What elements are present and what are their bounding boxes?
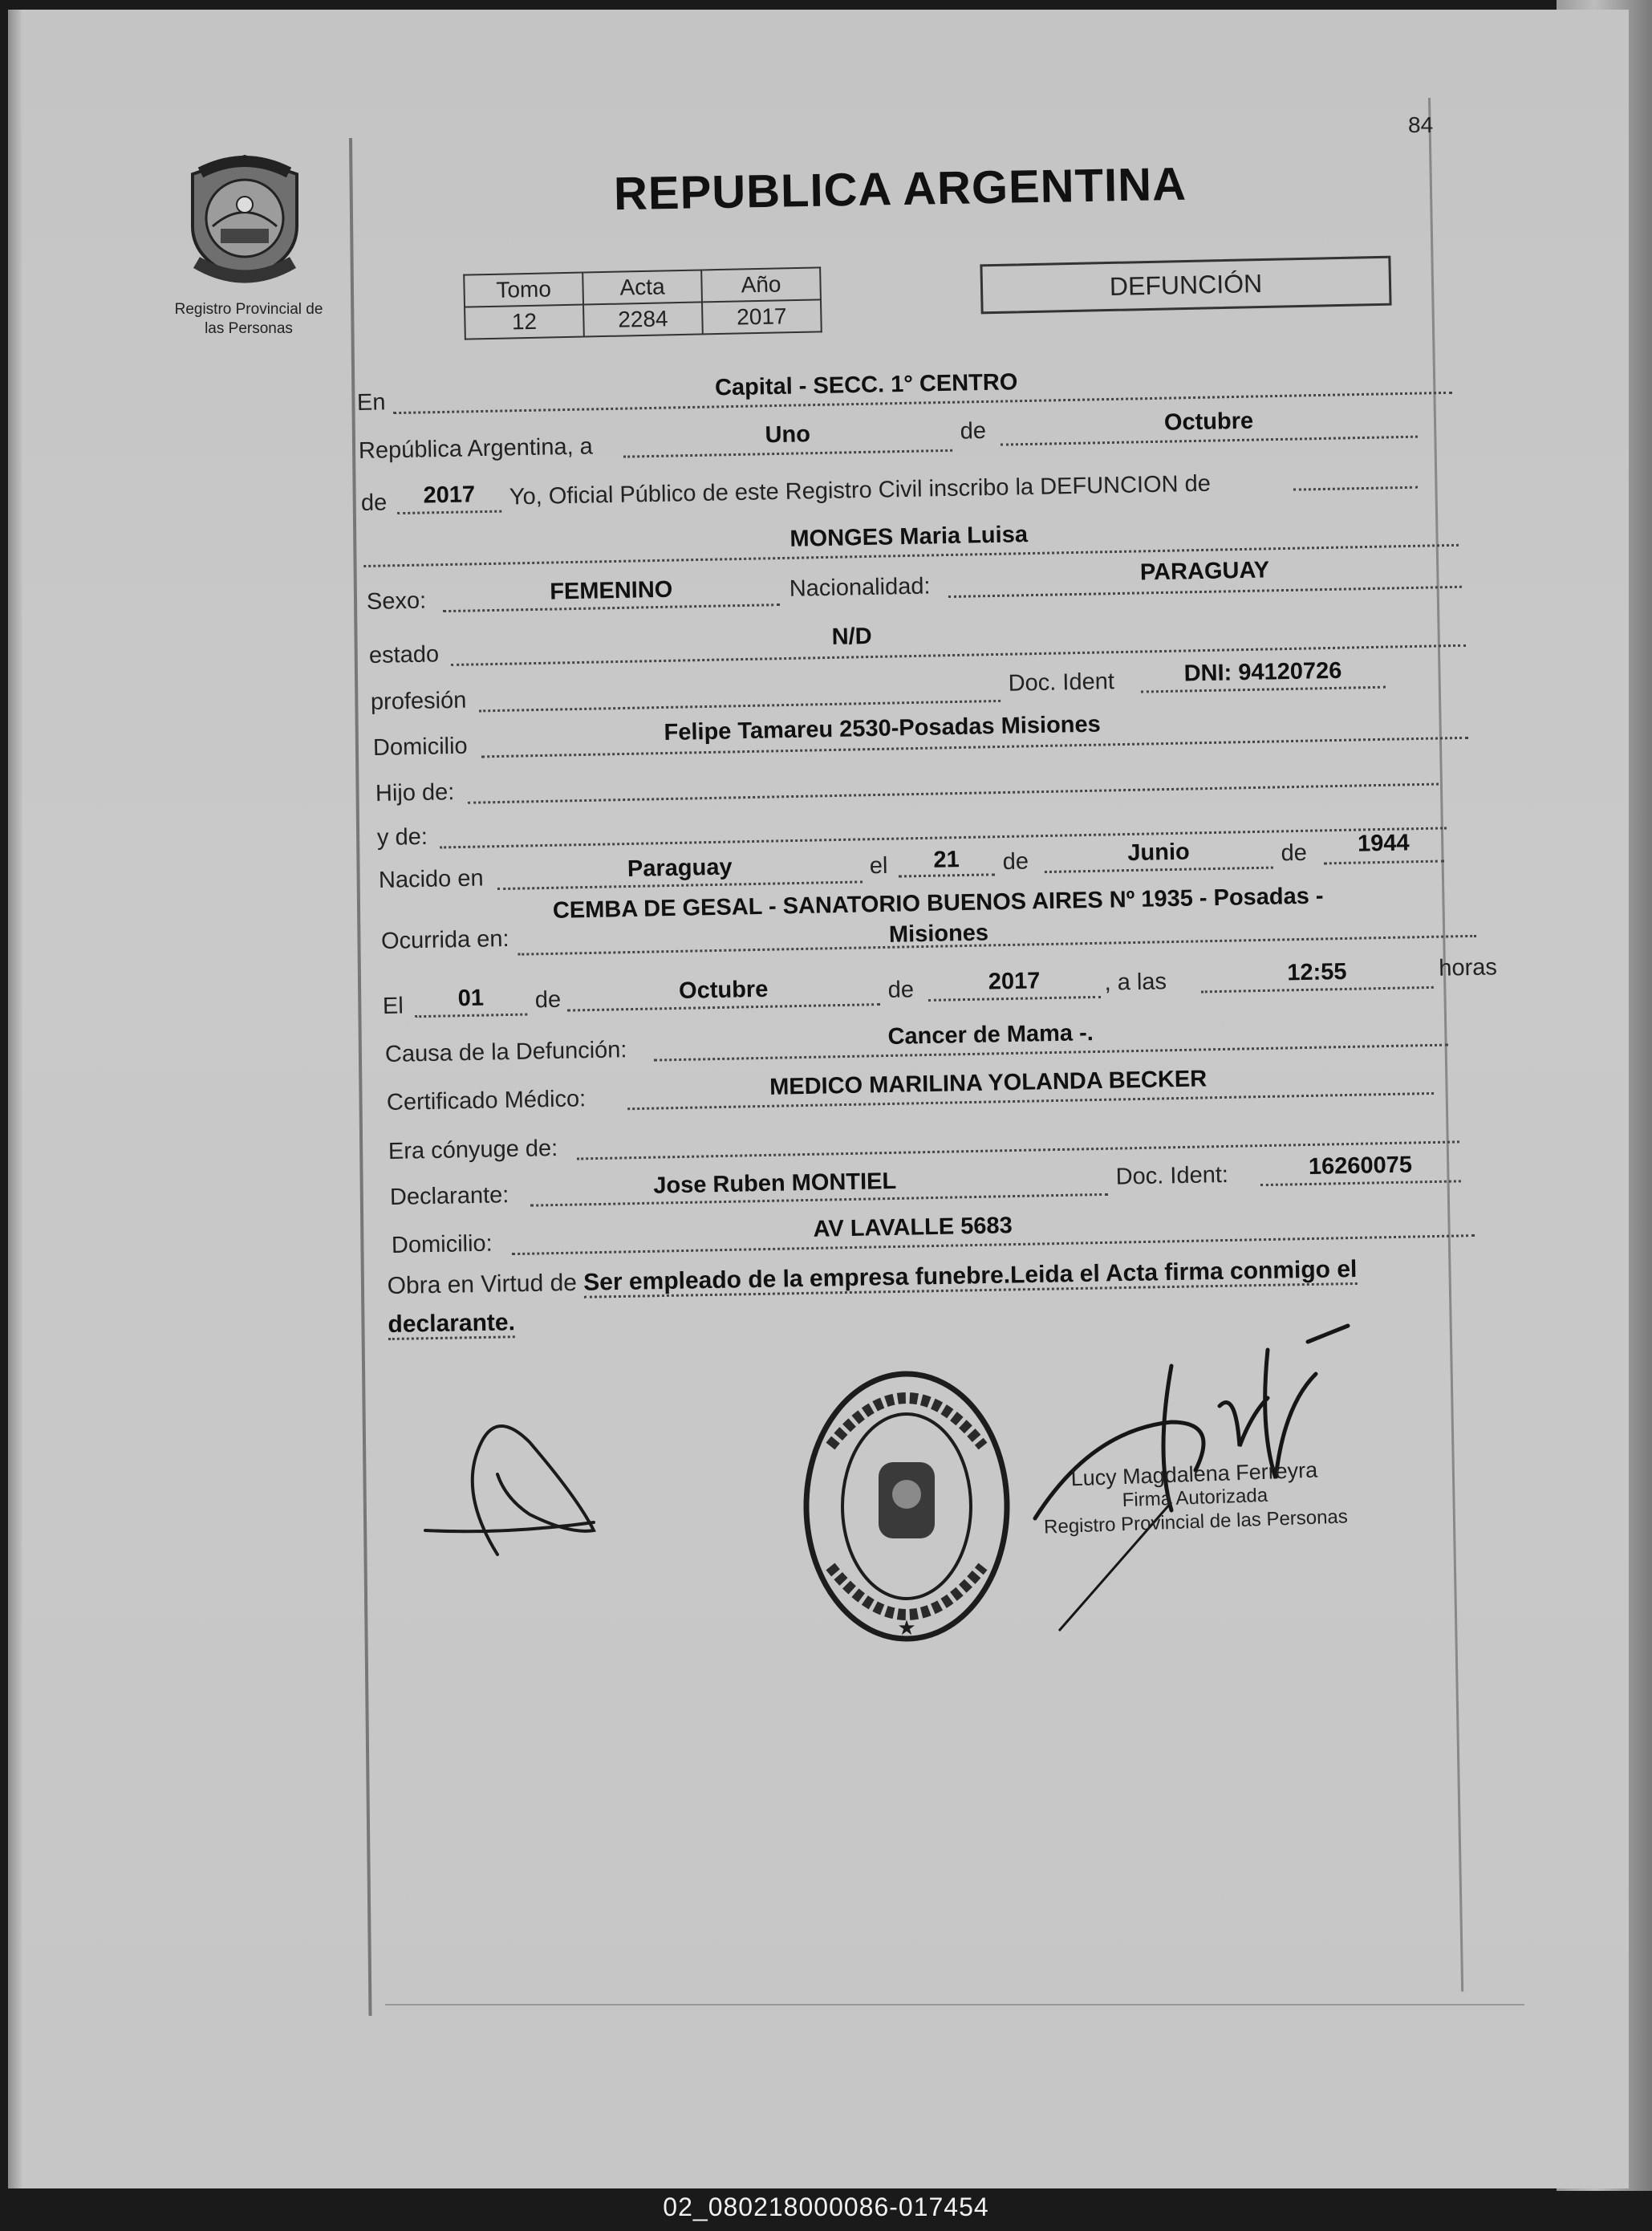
signatory-office: Registro Provincial de las Personas: [1043, 1506, 1349, 1538]
value-def-mes: Octubre: [678, 976, 769, 1004]
value-nombre: MONGES Maria Luisa: [789, 522, 1029, 552]
label-de: de: [534, 986, 562, 1014]
value-nacionalidad: PARAGUAY: [1139, 557, 1270, 586]
label-de: de: [360, 490, 388, 516]
row-fecha-defuncion: [382, 954, 1498, 1022]
label-republica: República Argentina, a: [358, 433, 594, 464]
value-domicilio: Felipe Tamareu 2530-Posadas Misiones: [664, 711, 1102, 746]
value-declarante: Jose Ruben MONTIEL: [653, 1168, 897, 1199]
value-nac-mes: Junio: [1127, 839, 1190, 867]
value-ocurrida-line2: Misiones: [888, 920, 989, 948]
signatory-name: Lucy Magdalena Ferreyra: [1070, 1457, 1318, 1491]
label-de: de: [960, 417, 987, 445]
intro-text: Yo, Oficial Público de este Registro Civil inscribo la DEFUNCION de: [509, 470, 1212, 510]
row-causa: [385, 1018, 1453, 1071]
dotted-line: [1324, 860, 1444, 865]
record-type-box: DEFUNCIÓN: [980, 256, 1391, 315]
label-domicilio: Domicilio: [372, 733, 468, 761]
svg-text:★: ★: [897, 1615, 916, 1640]
row-sexo: [366, 557, 1471, 618]
label-profesion: profesión: [370, 687, 467, 715]
value-mes: Octubre: [1163, 408, 1254, 436]
label-nacionalidad: Nacionalidad:: [789, 573, 931, 602]
label-el: El: [382, 993, 404, 1019]
dotted-line: [928, 996, 1101, 1002]
value-ocurrida-line1: CEMBA DE GESAL - SANATORIO BUENOS AIRES Nº 1935 - Posadas -: [552, 883, 1324, 924]
label-conyuge: Era cónyuge de:: [388, 1135, 558, 1164]
label-doc-ident: Doc. Ident:: [1115, 1161, 1229, 1190]
label-ocurrida: Ocurrida en:: [380, 925, 509, 954]
label-sexo: Sexo:: [366, 587, 427, 615]
row-certificado: [387, 1067, 1447, 1119]
dotted-line: [397, 510, 501, 514]
value-def-anio: 2017: [988, 968, 1041, 995]
registry-caption-line1: Registro Provincial de: [174, 301, 323, 318]
row-profesion: [370, 657, 1475, 718]
dotted-line: [1293, 486, 1418, 491]
label-nacido: Nacido en: [378, 865, 484, 893]
value-sexo: FEMENINO: [549, 576, 673, 605]
value-acta: 2284: [583, 302, 703, 336]
label-causa: Causa de la Defunción:: [384, 1037, 627, 1067]
dotted-line: [415, 1014, 527, 1018]
label-de: de: [1002, 848, 1029, 876]
reference-table: [463, 266, 822, 339]
label-yde: y de:: [376, 823, 428, 851]
signatory-block: [1042, 1457, 1349, 1539]
header-acta: Acta: [582, 270, 702, 304]
dotted-line: [479, 700, 1001, 712]
misiones-coat-of-arms-icon: [177, 150, 313, 286]
label-horas: horas: [1439, 954, 1498, 981]
row-domicilio: [373, 711, 1477, 764]
header-tomo: Tomo: [464, 273, 583, 307]
value-def-hora: 12:55: [1287, 958, 1347, 986]
label-estado: estado: [368, 641, 440, 668]
label-certificado: Certificado Médico:: [386, 1086, 587, 1116]
declarant-signature-icon: [409, 1394, 634, 1579]
frame-left-border: [349, 138, 372, 2016]
row-hijo: [375, 757, 1443, 810]
value-nacido: Paraguay: [627, 854, 733, 883]
value-domicilio-declarante: AV LAVALLE 5683: [813, 1213, 1013, 1242]
label-en: En: [356, 389, 386, 416]
value-doc-ident: DNI: 94120726: [1183, 657, 1342, 687]
dotted-line: [1260, 1180, 1461, 1186]
value-obra-line1: Ser empleado de la empresa funebre.Leida el Acta firma conmigo el: [583, 1256, 1358, 1298]
label-a-las: , a las: [1104, 969, 1167, 996]
label-domicilio: Domicilio:: [391, 1230, 493, 1258]
page-title: REPUBLICA ARGENTINA: [613, 157, 1187, 221]
label-el: el: [869, 852, 888, 880]
row-anio-intro: [361, 466, 1465, 519]
value-certificado: MEDICO MARILINA YOLANDA BECKER: [769, 1066, 1208, 1100]
document-page: [8, 10, 1629, 2188]
value-anio: 2017: [702, 299, 822, 334]
signatory-role: Firma Autorizada: [1122, 1484, 1268, 1512]
document-id: 02_080218000086-017454: [663, 2192, 989, 2221]
value-anio: 2017: [423, 482, 476, 509]
label-doc-ident: Doc. Ident: [1008, 668, 1115, 697]
label-de: de: [887, 977, 915, 1003]
page-number: 84: [1408, 112, 1434, 137]
value-nac-anio: 1944: [1357, 830, 1410, 857]
header-anio: Año: [701, 267, 821, 302]
registry-caption: [152, 300, 345, 339]
value-causa: Cancer de Mama -.: [887, 1020, 1094, 1050]
value-obra-line2: declarante.: [388, 1309, 515, 1340]
registry-caption-line2: las Personas: [205, 320, 293, 337]
row-fecha-inscripcion: [358, 408, 1463, 467]
value-lugar: Capital - SECC. 1° CENTRO: [714, 369, 1018, 401]
value-tomo: 12: [465, 305, 584, 339]
frame-bottom-border: [385, 2004, 1524, 2005]
dotted-line: [468, 783, 1439, 804]
label-hijo: Hijo de:: [375, 779, 455, 807]
value-dia: Uno: [765, 421, 811, 449]
value-doc-declarante: 16260075: [1308, 1152, 1413, 1181]
label-de: de: [1281, 839, 1308, 867]
row-declarante: [389, 1152, 1466, 1213]
value-estado: N/D: [831, 623, 872, 650]
label-declarante: Declarante:: [389, 1182, 509, 1210]
value-def-dia: 01: [457, 985, 485, 1012]
value-nac-dia: 21: [933, 847, 960, 873]
label-obra: Obra en Virtud de: [387, 1269, 578, 1300]
